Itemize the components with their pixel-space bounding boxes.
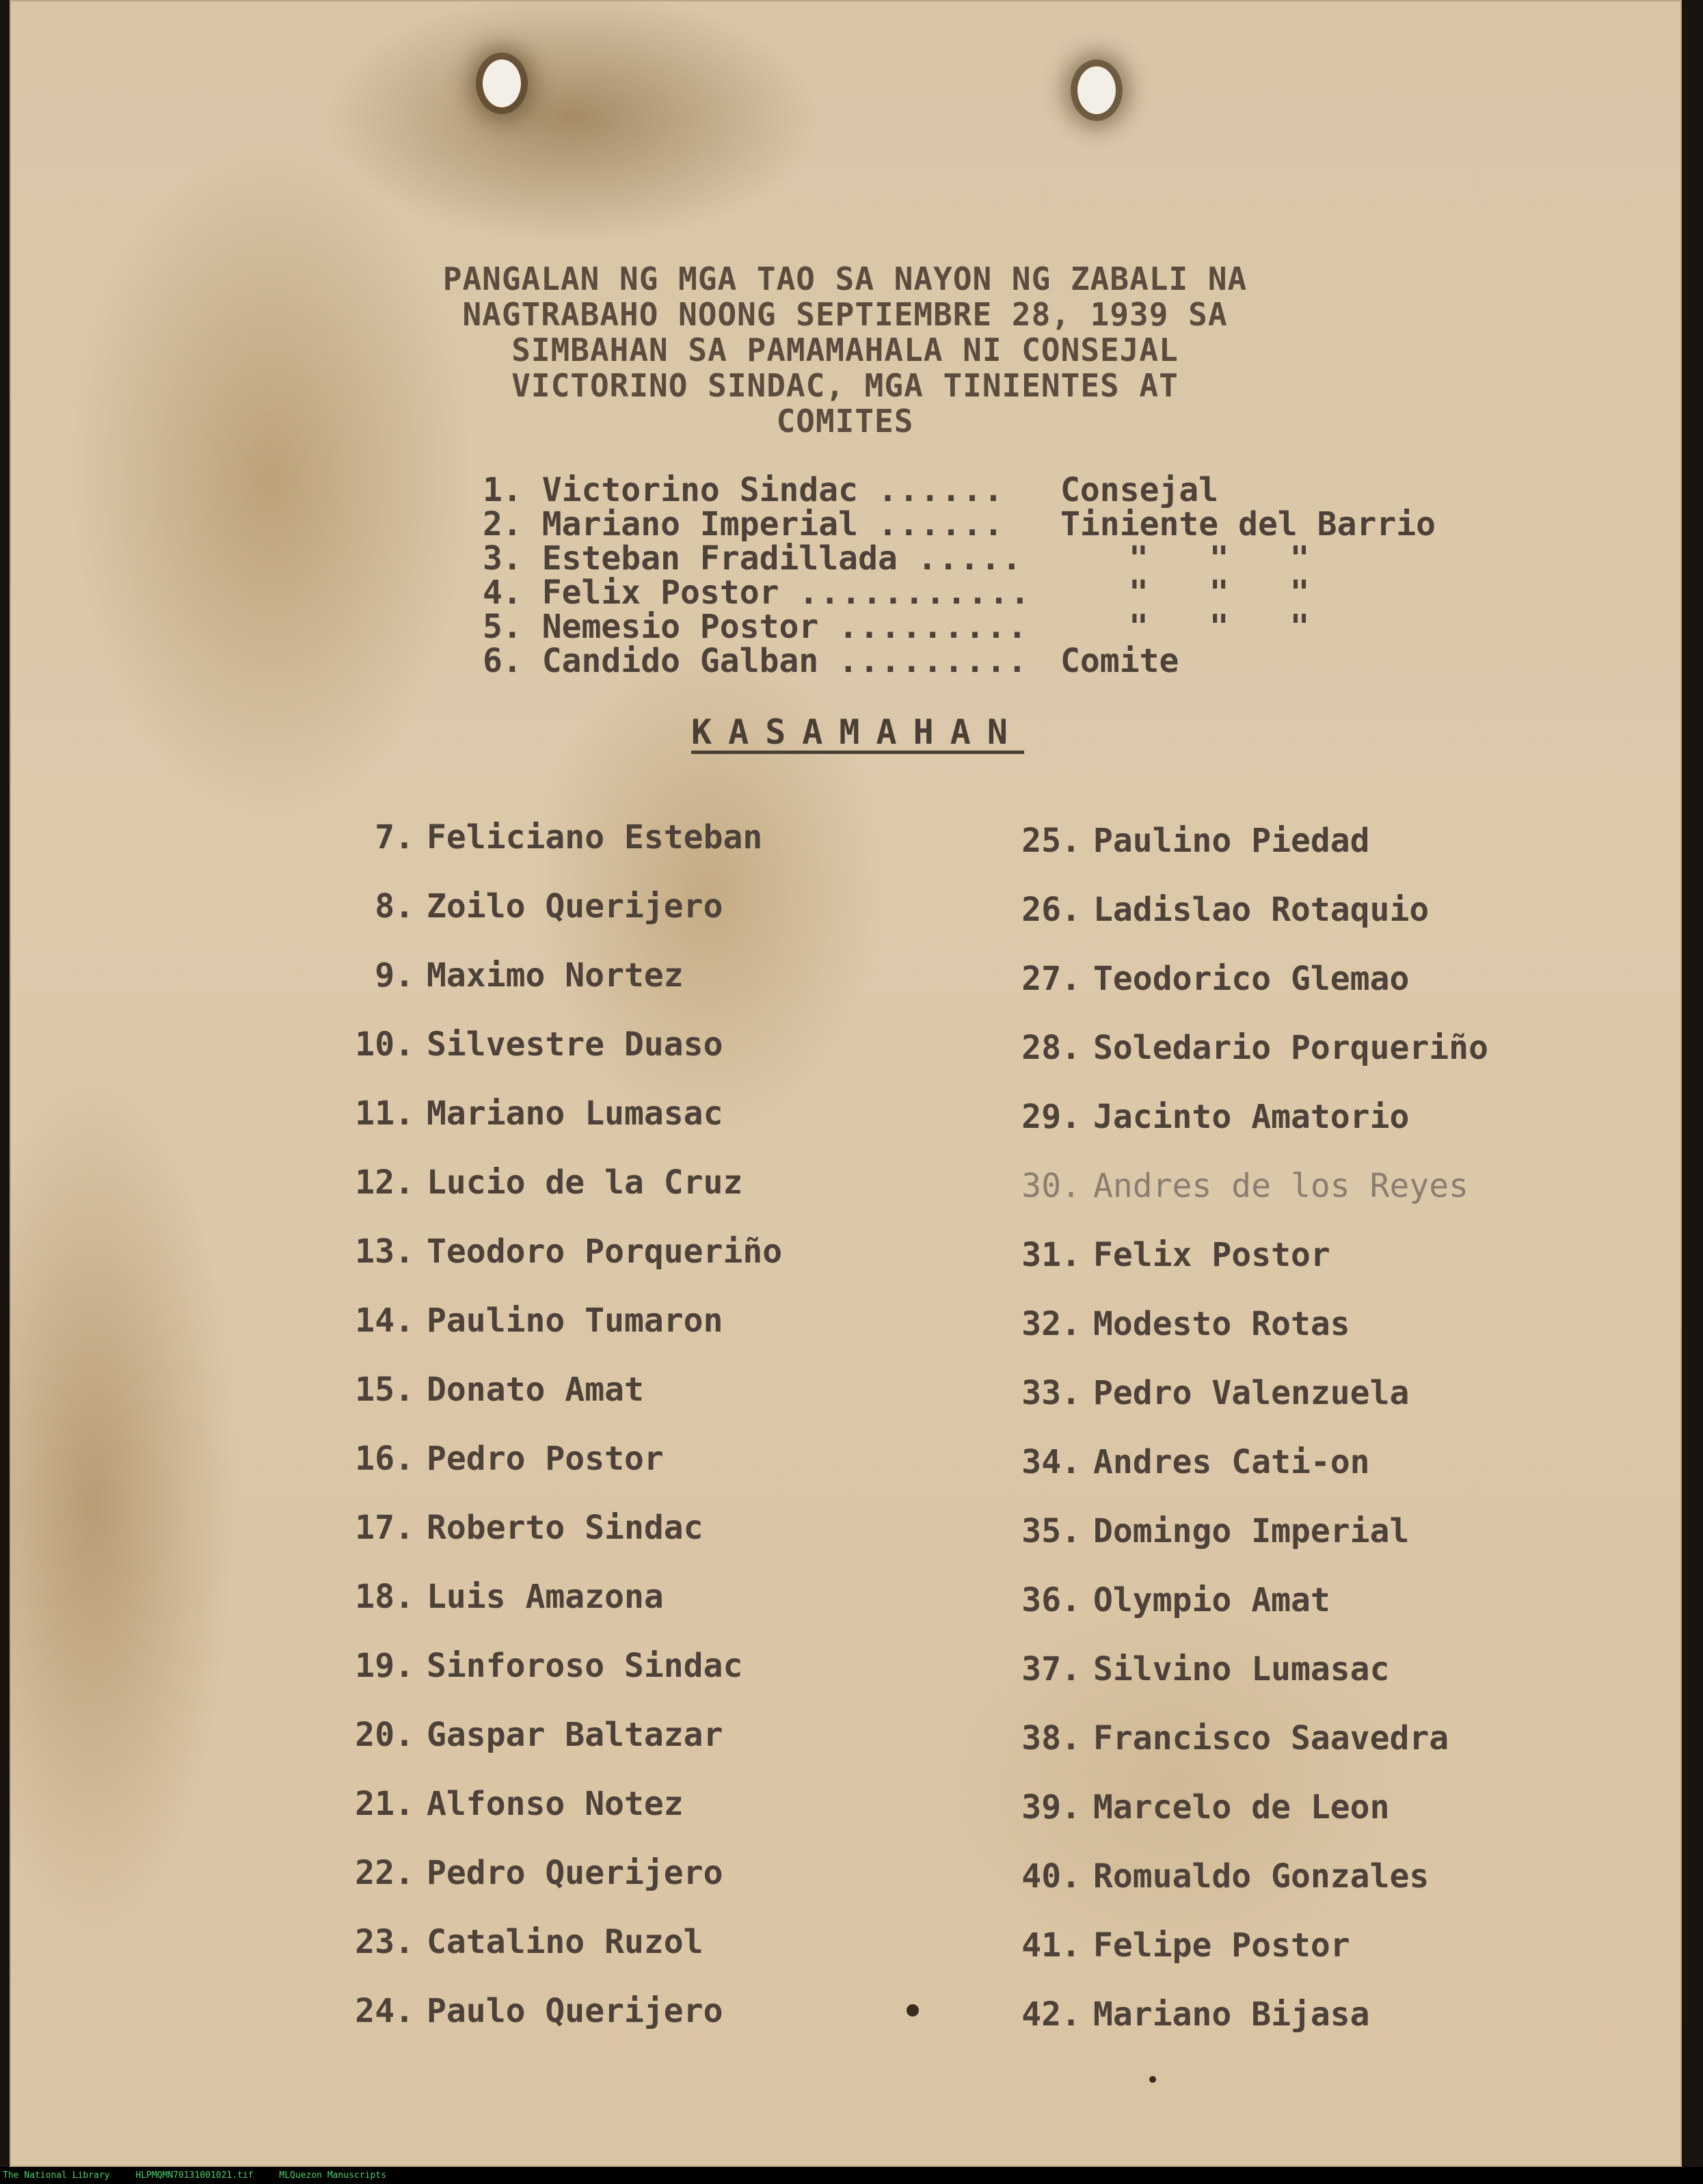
member-name: Ladislao Rotaquio bbox=[1093, 891, 1430, 929]
member-name: Catalino Ruzol bbox=[427, 1923, 703, 1961]
member-number: 40. bbox=[1021, 1857, 1081, 1896]
member-number: 17. bbox=[355, 1509, 414, 1547]
member-number: 21. bbox=[355, 1785, 414, 1823]
list-item bbox=[999, 822, 1488, 891]
officer-position: Tiniente del Barrio bbox=[1060, 505, 1436, 543]
list-item bbox=[999, 891, 1488, 960]
ink-spot bbox=[1149, 2076, 1156, 2083]
officers-list bbox=[483, 473, 1436, 678]
member-number: 8. bbox=[375, 887, 414, 926]
member-number: 23. bbox=[355, 1923, 414, 1961]
officer-position: Consejal bbox=[1060, 471, 1219, 509]
member-name: Pedro Postor bbox=[427, 1440, 664, 1478]
list-item bbox=[332, 1509, 782, 1578]
member-name: Silvestre Duaso bbox=[427, 1025, 723, 1064]
member-name: Domingo Imperial bbox=[1093, 1512, 1410, 1550]
list-item bbox=[999, 960, 1488, 1029]
member-name: Jacinto Amatorio bbox=[1093, 1098, 1410, 1136]
footer-filename: HLPMQMN70131001021.tif bbox=[135, 2170, 254, 2181]
member-name: Marcelo de Leon bbox=[1093, 1788, 1390, 1826]
officer-number: 6. bbox=[483, 644, 522, 678]
list-item bbox=[332, 1716, 782, 1785]
scan-footer bbox=[0, 2167, 1703, 2184]
member-number: 22. bbox=[355, 1854, 414, 1892]
member-number: 20. bbox=[355, 1716, 414, 1754]
officer-name: Mariano Imperial bbox=[541, 507, 859, 541]
list-item bbox=[999, 1581, 1488, 1650]
officer-position-ditto: " " " bbox=[1129, 608, 1310, 646]
list-item bbox=[999, 1029, 1488, 1098]
leader-dots: ..... bbox=[917, 541, 1023, 576]
member-number: 13. bbox=[355, 1232, 414, 1271]
title-line: VICTORINO SINDAC, MGA TINIENTES AT bbox=[511, 367, 1179, 404]
leader-dots: ......... bbox=[838, 644, 1029, 678]
member-name: Lucio de la Cruz bbox=[427, 1163, 743, 1202]
ink-spot bbox=[907, 2004, 919, 2017]
member-name: Soledario Porqueriño bbox=[1093, 1029, 1488, 1067]
member-name: Donato Amat bbox=[427, 1371, 644, 1409]
punch-hole-left bbox=[483, 59, 521, 107]
list-item bbox=[999, 1098, 1488, 1167]
member-name: Felix Postor bbox=[1093, 1236, 1330, 1274]
list-item bbox=[999, 1650, 1488, 1719]
member-number: 31. bbox=[1021, 1236, 1081, 1274]
list-item bbox=[332, 956, 782, 1025]
list-item bbox=[332, 887, 782, 956]
leader-dots: ...... bbox=[877, 507, 1005, 541]
member-name: Luis Amazona bbox=[427, 1578, 664, 1616]
member-number: 39. bbox=[1021, 1788, 1081, 1826]
member-number: 42. bbox=[1021, 1995, 1081, 2034]
officer-row bbox=[483, 644, 1436, 678]
title-line: SIMBAHAN SA PAMAMAHALA NI CONSEJAL bbox=[511, 332, 1179, 368]
member-name: Francisco Saavedra bbox=[1093, 1719, 1449, 1757]
officer-number: 2. bbox=[483, 507, 522, 541]
footer-library: The National Library bbox=[3, 2170, 110, 2181]
member-name: Mariano Bijasa bbox=[1093, 1995, 1370, 2034]
list-item bbox=[999, 1788, 1488, 1857]
member-number: 37. bbox=[1021, 1650, 1081, 1688]
members-column-left bbox=[332, 818, 782, 2061]
member-number: 28. bbox=[1021, 1029, 1081, 1067]
member-number: 26. bbox=[1021, 891, 1081, 929]
title-line: COMITES bbox=[776, 403, 914, 440]
officer-name: Victorino Sindac bbox=[541, 473, 859, 507]
list-item bbox=[332, 1992, 782, 2061]
member-number: 32. bbox=[1021, 1305, 1081, 1343]
list-item bbox=[332, 1232, 782, 1302]
officer-row bbox=[483, 507, 1436, 541]
section-heading: KASAMAHAN bbox=[691, 712, 1024, 752]
member-name: Paulino Tumaron bbox=[427, 1302, 723, 1340]
officer-position-ditto: " " " bbox=[1129, 574, 1310, 612]
list-item bbox=[999, 1857, 1488, 1926]
member-number: 14. bbox=[355, 1302, 414, 1340]
list-item bbox=[332, 1923, 782, 1992]
member-number: 9. bbox=[375, 956, 414, 995]
member-name: Feliciano Esteban bbox=[427, 818, 763, 857]
officer-number: 4. bbox=[483, 576, 522, 610]
member-name: Andres de los Reyes bbox=[1093, 1167, 1469, 1205]
list-item bbox=[999, 1443, 1488, 1512]
list-item bbox=[999, 1926, 1488, 1995]
list-item bbox=[999, 1719, 1488, 1788]
list-item bbox=[999, 1236, 1488, 1305]
member-name: Modesto Rotas bbox=[1093, 1305, 1350, 1343]
leader-dots: ...... bbox=[877, 473, 1005, 507]
officer-name: Felix Postor bbox=[541, 576, 779, 610]
member-name: Felipe Postor bbox=[1093, 1926, 1350, 1965]
leader-dots: ......... bbox=[838, 610, 1029, 644]
title-line: PANGALAN NG MGA TAO SA NAYON NG ZABALI NA bbox=[442, 260, 1248, 297]
list-item bbox=[332, 1371, 782, 1440]
officer-number: 1. bbox=[483, 473, 522, 507]
officer-name: Nemesio Postor bbox=[541, 610, 819, 644]
document-title bbox=[394, 261, 1296, 439]
member-number: 34. bbox=[1021, 1443, 1081, 1481]
list-item bbox=[999, 1167, 1488, 1236]
list-item bbox=[999, 1305, 1488, 1374]
officer-name: Esteban Fradillada bbox=[541, 541, 898, 576]
member-name: Olympio Amat bbox=[1093, 1581, 1330, 1619]
list-item bbox=[332, 1025, 782, 1094]
punch-hole-right bbox=[1077, 66, 1116, 114]
member-number: 19. bbox=[355, 1647, 414, 1685]
member-name: Pedro Valenzuela bbox=[1093, 1374, 1410, 1412]
member-number: 25. bbox=[1021, 822, 1081, 860]
member-number: 27. bbox=[1021, 960, 1081, 998]
officer-number: 3. bbox=[483, 541, 522, 576]
members-column-right bbox=[999, 822, 1488, 2064]
member-number: 24. bbox=[355, 1992, 414, 2030]
member-number: 16. bbox=[355, 1440, 414, 1478]
list-item bbox=[332, 1440, 782, 1509]
member-number: 11. bbox=[355, 1094, 414, 1133]
list-item bbox=[332, 1094, 782, 1163]
officer-row bbox=[483, 473, 1436, 507]
member-name: Roberto Sindac bbox=[427, 1509, 703, 1547]
list-item bbox=[332, 1785, 782, 1854]
member-number: 35. bbox=[1021, 1512, 1081, 1550]
footer-collection: MLQuezon Manuscripts bbox=[279, 2170, 386, 2181]
list-item bbox=[332, 1647, 782, 1716]
member-name: Paulino Piedad bbox=[1093, 822, 1370, 860]
officer-row bbox=[483, 576, 1436, 610]
member-number: 33. bbox=[1021, 1374, 1081, 1412]
member-name: Andres Cati-on bbox=[1093, 1443, 1370, 1481]
member-number: 38. bbox=[1021, 1719, 1081, 1757]
member-name: Mariano Lumasac bbox=[427, 1094, 723, 1133]
member-number: 15. bbox=[355, 1371, 414, 1409]
leader-dots: ........... bbox=[799, 576, 1032, 610]
member-number: 18. bbox=[355, 1578, 414, 1616]
member-number: 36. bbox=[1021, 1581, 1081, 1619]
member-name: Alfonso Notez bbox=[427, 1785, 684, 1823]
member-name: Paulo Querijero bbox=[427, 1992, 723, 2030]
list-item bbox=[999, 1374, 1488, 1443]
member-number: 41. bbox=[1021, 1926, 1081, 1965]
member-name: Pedro Querijero bbox=[427, 1854, 723, 1892]
member-name: Sinforoso Sindac bbox=[427, 1647, 743, 1685]
member-number: 7. bbox=[375, 818, 414, 857]
member-number: 12. bbox=[355, 1163, 414, 1202]
officer-position-ditto: " " " bbox=[1129, 539, 1310, 578]
list-item bbox=[332, 1163, 782, 1232]
officer-row bbox=[483, 541, 1436, 576]
member-number: 29. bbox=[1021, 1098, 1081, 1136]
member-name: Romualdo Gonzales bbox=[1093, 1857, 1430, 1896]
list-item bbox=[332, 1854, 782, 1923]
list-item bbox=[332, 1578, 782, 1647]
member-name: Silvino Lumasac bbox=[1093, 1650, 1390, 1688]
member-name: Teodoro Porqueriño bbox=[427, 1232, 783, 1271]
officer-position: Comite bbox=[1060, 642, 1179, 680]
list-item bbox=[999, 1512, 1488, 1581]
list-item bbox=[332, 1302, 782, 1371]
list-item bbox=[999, 1995, 1488, 2064]
member-number: 10. bbox=[355, 1025, 414, 1064]
officer-number: 5. bbox=[483, 610, 522, 644]
officer-row bbox=[483, 610, 1436, 644]
member-name: Zoilo Querijero bbox=[427, 887, 723, 926]
officer-name: Candido Galban bbox=[541, 644, 819, 678]
list-item bbox=[332, 818, 782, 887]
member-number: 30. bbox=[1021, 1167, 1081, 1205]
member-name: Teodorico Glemao bbox=[1093, 960, 1410, 998]
document-page bbox=[10, 0, 1682, 2167]
member-name: Maximo Nortez bbox=[427, 956, 684, 995]
member-name: Gaspar Baltazar bbox=[427, 1716, 723, 1754]
title-line: NAGTRABAHO NOONG SEPTIEMBRE 28, 1939 SA bbox=[462, 296, 1228, 333]
